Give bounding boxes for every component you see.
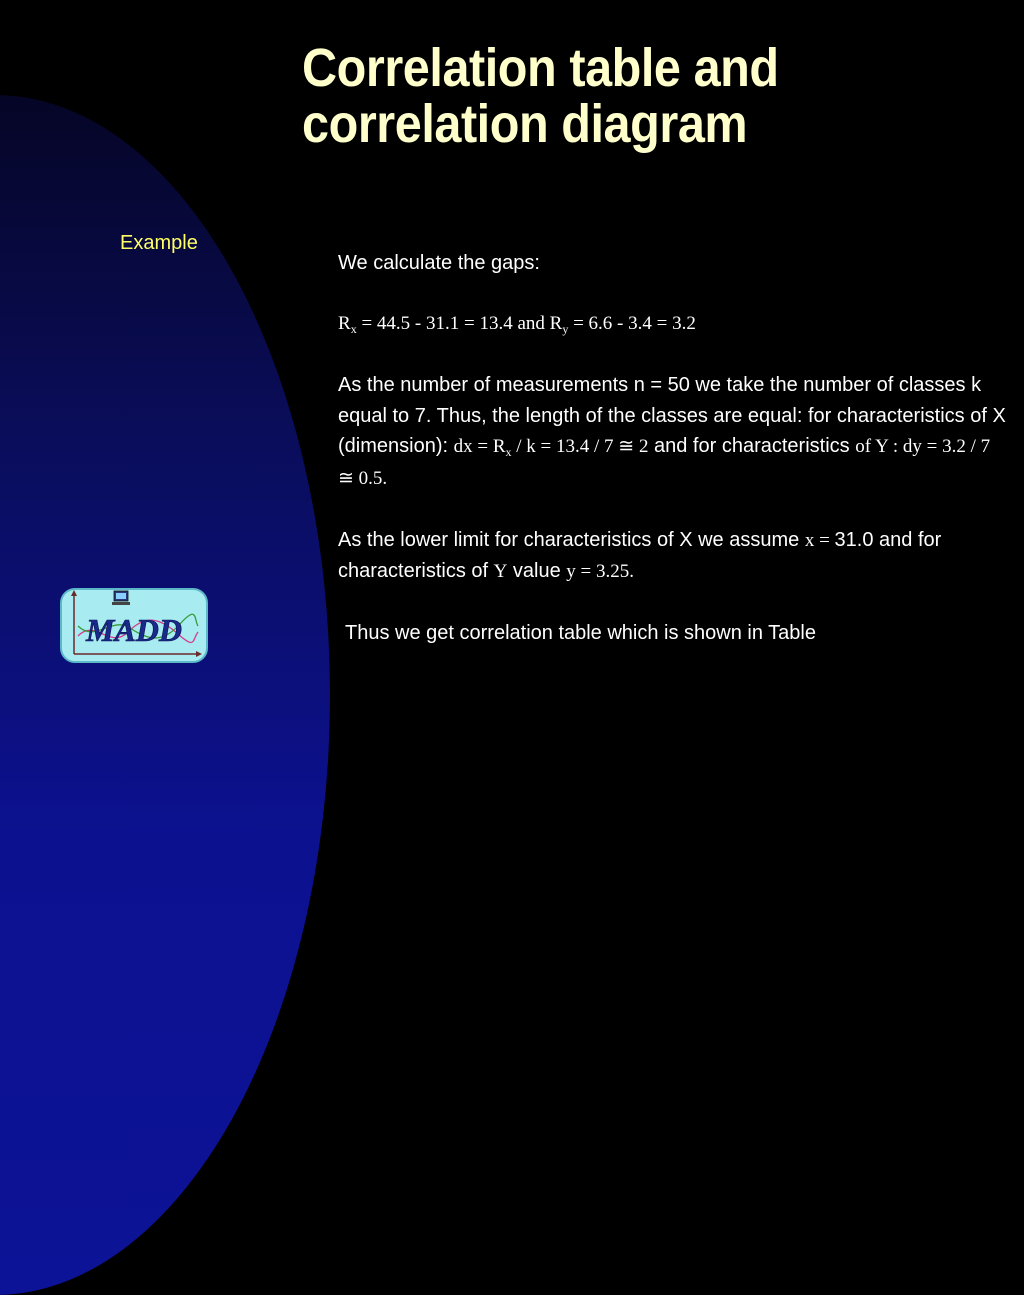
example-label: Example: [120, 232, 198, 254]
slide-title: [302, 40, 779, 152]
paragraph-class-widths: As the number of measurements n = 50 we take the number of classes k equal to 7. Thus, the length of the classes are equal: for characteristics of X (dimension): dx = $R_x / k = 13.4 / 7$ ≅ 2 and for characteristics of Y : dy = 3.2 / 7 ≅ 0.5.: [338, 374, 1006, 489]
title-line-1: Correlation table and: [302, 38, 779, 98]
paragraph-lower-limits: As the lower limit for characteristics of X we assume x = 31.0 and for characteristics of Y value y = 3.25.: [338, 528, 942, 582]
logo-text: MADD: [85, 612, 183, 648]
paragraph-conclusion: Thus we get correlation table which is shown in Table: [345, 622, 816, 644]
madd-logo: [60, 588, 208, 663]
slide-body: [338, 248, 1006, 649]
paragraph-gaps-intro: We calculate the gaps:: [338, 252, 540, 274]
background-blue-panel: [0, 95, 330, 1295]
title-line-2: correlation diagram: [302, 94, 748, 154]
paragraph-range-formula: $R_x = 44.5 - 31.1 = 13.4$ and $R_y = 6.6 - 3.4 = 3.2$: [338, 313, 696, 336]
